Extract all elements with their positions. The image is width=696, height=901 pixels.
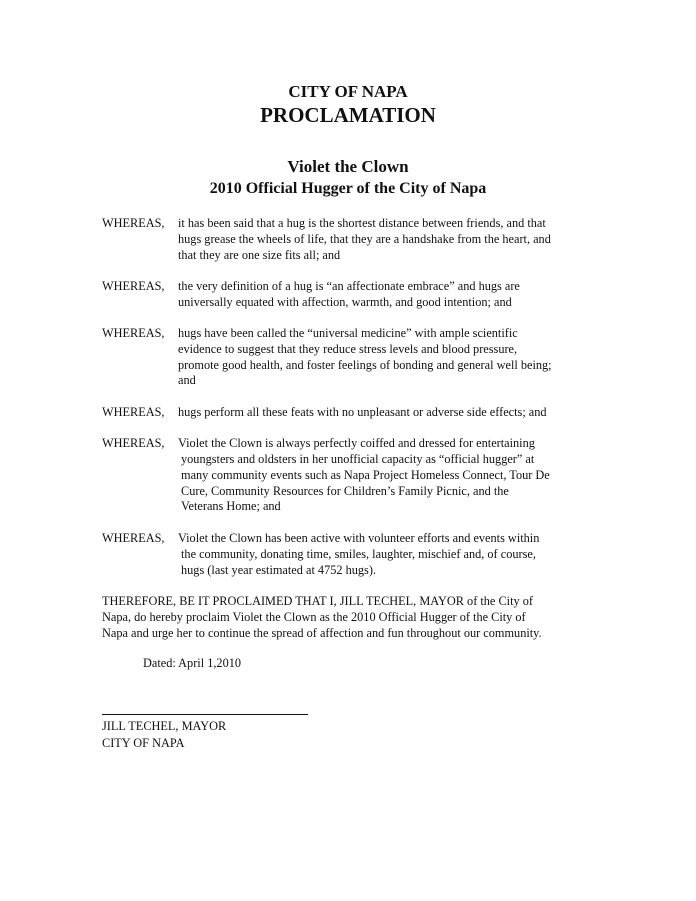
signer-name: JILL TECHEL, MAYOR bbox=[102, 719, 227, 733]
clause-line: hugs grease the wheels of life, that they are a handshake from the heart, and bbox=[178, 232, 551, 246]
therefore-line: THEREFORE, BE IT PROCLAIMED THAT I, JILL TECHEL, MAYOR of the City of bbox=[102, 594, 533, 608]
clause-line: the community, donating time, smiles, laughter, mischief and, of course, bbox=[181, 547, 536, 561]
signer-office: CITY OF NAPA bbox=[102, 736, 185, 750]
whereas-label: WHEREAS, bbox=[102, 436, 165, 450]
clause-line: the very definition of a hug is “an affectionate embrace” and hugs are bbox=[178, 279, 520, 293]
clause-line: Violet the Clown is always perfectly coiffed and dressed for entertaining bbox=[178, 436, 535, 450]
clause-line: evidence to suggest that they reduce stress levels and blood pressure, bbox=[178, 342, 518, 356]
clause-line: youngsters and oldsters in her unofficial capacity as “official hugger” at bbox=[181, 452, 535, 466]
clause-line: that they are one size fits all; and bbox=[178, 248, 341, 262]
clause-line: many community events such as Napa Project Homeless Connect, Tour De bbox=[181, 468, 550, 482]
whereas-label: WHEREAS, bbox=[102, 216, 165, 230]
whereas-label: WHEREAS, bbox=[102, 326, 165, 340]
dated-line: Dated: April 1,2010 bbox=[143, 656, 242, 670]
clause-line: Cure, Community Resources for Children’s Family Picnic, and the bbox=[181, 484, 509, 498]
document-title: PROCLAMATION bbox=[260, 103, 436, 127]
city-heading: CITY OF NAPA bbox=[288, 82, 408, 101]
signature-line bbox=[102, 714, 308, 715]
honoree-title: Violet the Clown bbox=[287, 157, 409, 176]
whereas-label: WHEREAS, bbox=[102, 279, 165, 293]
clause-line: universally equated with affection, warmth, and good intention; and bbox=[178, 295, 512, 309]
whereas-label: WHEREAS, bbox=[102, 531, 165, 545]
whereas-label: WHEREAS, bbox=[102, 405, 165, 419]
honoree-subtitle: 2010 Official Hugger of the City of Napa bbox=[209, 180, 487, 197]
clause-line: and bbox=[178, 373, 196, 387]
clause-line: hugs perform all these feats with no unpleasant or adverse side effects; and bbox=[178, 405, 547, 419]
therefore-line: Napa and urge her to continue the spread of affection and fun throughout our community. bbox=[102, 626, 542, 640]
clause-line: hugs (last year estimated at 4752 hugs). bbox=[181, 563, 376, 577]
therefore-line: Napa, do hereby proclaim Violet the Clown as the 2010 Official Hugger of the City of bbox=[102, 610, 526, 624]
clause-line: hugs have been called the “universal medicine” with ample scientific bbox=[178, 326, 518, 340]
clause-line: promote good health, and foster feelings of bonding and general well being; bbox=[178, 358, 552, 372]
clause-line: Veterans Home; and bbox=[181, 499, 281, 513]
clause-line: Violet the Clown has been active with volunteer efforts and events within bbox=[178, 531, 540, 545]
clause-line: it has been said that a hug is the shortest distance between friends, and that bbox=[178, 216, 546, 230]
